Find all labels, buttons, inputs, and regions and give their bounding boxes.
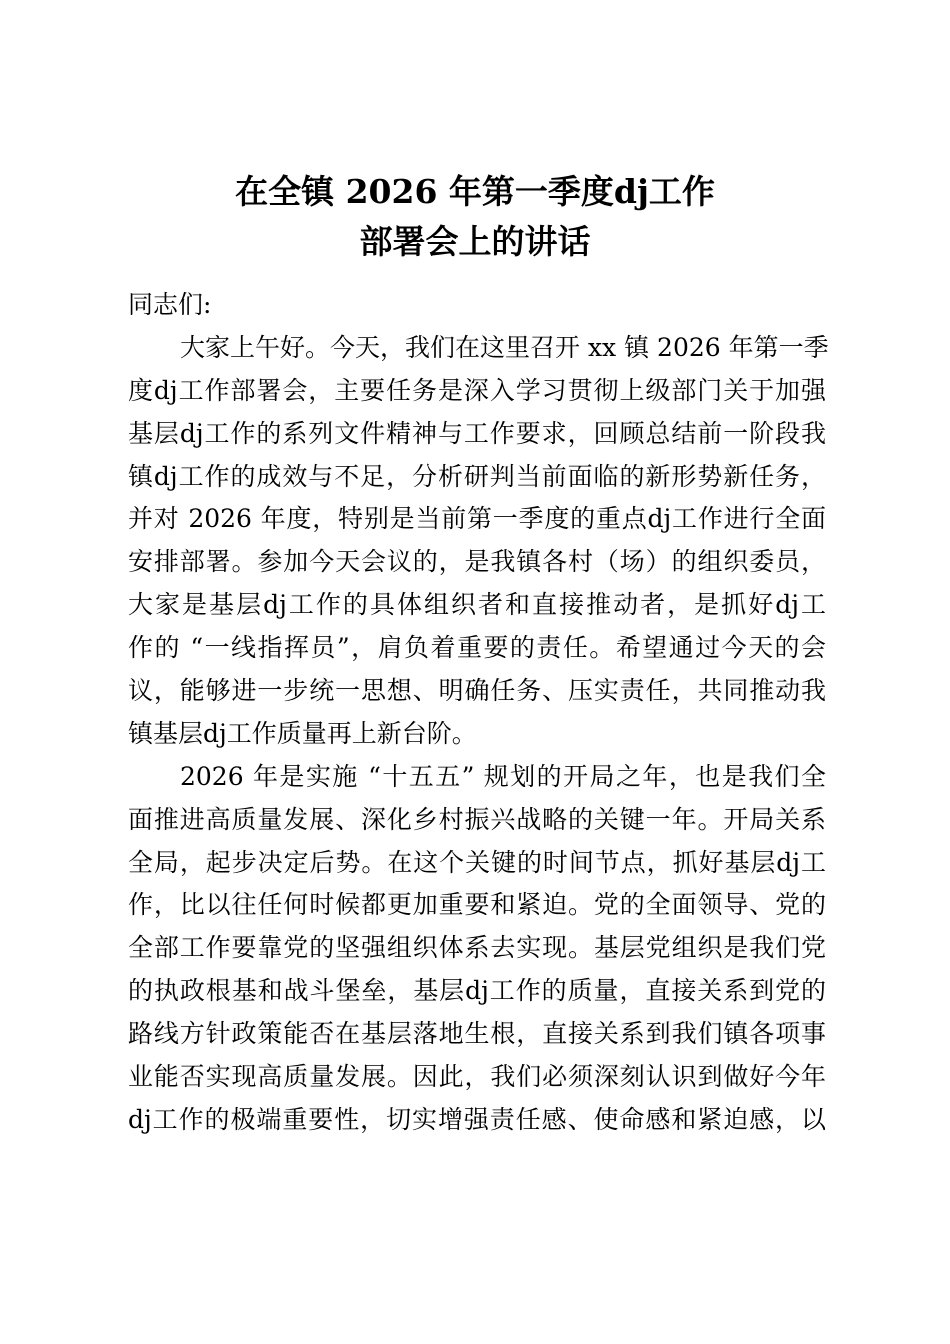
paragraph-line: dj工作的极端重要性，切实增强责任感、使命感和紧迫感，以 <box>128 1104 826 1134</box>
paragraph-line: 面推进高质量发展、深化乡村振兴战略的关键一年。开局关系 <box>128 804 826 834</box>
paragraph-line: 大家是基层dj工作的具体组织者和直接推动者，是抓好dj工 <box>128 590 826 620</box>
document-body <box>128 284 829 1142</box>
paragraph-line: 大家上午好。今天，我们在这里召开 xx 镇 2026 年第一季 <box>180 332 829 362</box>
paragraph-line: 作的 “一线指挥员”，肩负着重要的责任。希望通过今天的会 <box>128 633 826 663</box>
paragraph-line: 路线方针政策能否在基层落地生根，直接关系到我们镇各项事 <box>128 1019 826 1049</box>
paragraph-line: 全部工作要靠党的坚强组织体系去实现。基层党组织是我们党 <box>128 933 826 963</box>
paragraph-line: 的执政根基和战斗堡垒，基层dj工作的质量，直接关系到党的 <box>128 976 826 1006</box>
paragraph-line: 基层dj工作的系列文件精神与工作要求，回顾总结前一阶段我 <box>128 418 826 448</box>
paragraph-line: 镇dj工作的成效与不足，分析研判当前面临的新形势新任务， <box>128 461 826 491</box>
paragraph-line: 议，能够进一步统一思想、明确任务、压实责任，共同推动我 <box>128 676 826 706</box>
paragraph-line: 并对 2026 年度，特别是当前第一季度的重点dj工作进行全面 <box>128 504 826 534</box>
salutation: 同志们: <box>128 290 212 319</box>
paragraph-line: 作，比以往任何时候都更加重要和紧迫。党的全面领导、党的 <box>128 890 826 920</box>
paragraph-line: 全局，起步决定后势。在这个关键的时间节点，抓好基层dj工 <box>128 847 826 877</box>
paragraph-line: 安排部署。参加今天会议的，是我镇各村（场）的组织委员， <box>128 547 826 577</box>
document-title-line-2: 部署会上的讲话 <box>359 222 591 261</box>
paragraph-line: 镇基层dj工作质量再上新台阶。 <box>128 718 477 748</box>
paragraph-2 <box>128 756 826 1142</box>
paragraph-line: 2026 年是实施 “十五五” 规划的开局之年，也是我们全 <box>180 761 826 791</box>
paragraph-line: 业能否实现高质量发展。因此，我们必须深刻认识到做好今年 <box>128 1062 826 1092</box>
paragraph-line: 度dj工作部署会，主要任务是深入学习贯彻上级部门关于加强 <box>128 375 826 405</box>
paragraph-1 <box>128 327 829 756</box>
document-title-line-1: 在全镇 2026 年第一季度dj工作 <box>235 172 715 211</box>
